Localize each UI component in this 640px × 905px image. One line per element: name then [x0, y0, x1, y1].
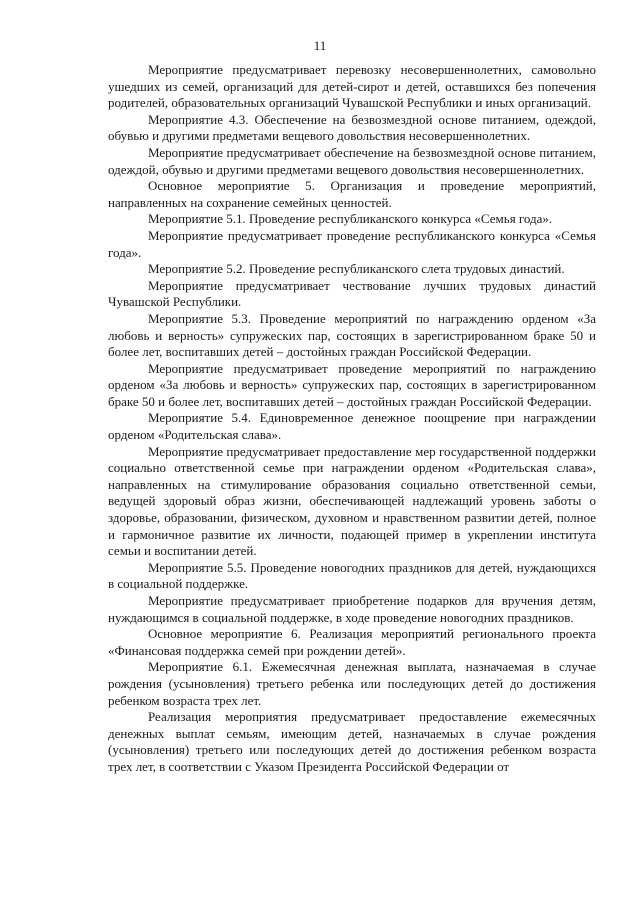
paragraph: Мероприятие 5.5. Проведение новогодних праздников для детей, нуждающихся в социальной поддержке. [108, 559, 596, 592]
paragraph: Мероприятие предусматривает обеспечение на безвозмездной основе питанием, одеждой, обувью и другими предметами вещевого довольствия несовершеннолетних. [108, 144, 596, 177]
paragraph: Мероприятие предусматривает предоставление мер государственной поддержки социально ответственной семье при награждении орденом «Родительская слава», направленных на стимулирование образования социально ответственной семьи, ведущей здоровый образ жизни, обеспечивающей надлежащий уровень заботы о здоровье, образовании, физическом, духовном и нравственном развитии детей, полное и гармоничное развитие их личности, подающей пример в укреплении института семьи и воспитании детей. [108, 443, 596, 559]
paragraph: Мероприятие предусматривает приобретение подарков для вручения детям, нуждающимся в социальной поддержке, в ходе проведение новогодних праздников. [108, 593, 596, 625]
page-number: 11 [313, 38, 327, 53]
paragraph: Мероприятие предусматривает перевозку несовершеннолетних, самовольно ушедших из семей, организаций для детей-сирот и детей, оставшихся без попечения родителей, образовательных организаций Чувашской Республики и иных организаций. [108, 62, 596, 111]
paragraph: Мероприятие 4.3. Обеспечение на безвозмездной основе питанием, одеждой, обувью и другими предметами вещевого довольствия несовершеннолетних. [108, 111, 596, 144]
paragraph: Мероприятие 5.2. Проведение республиканского слета трудовых династий. [148, 261, 565, 277]
paragraph: Мероприятие 5.1. Проведение республиканского конкурса «Семья года». [148, 211, 553, 227]
paragraph: Мероприятие 5.4. Единовременное денежное поощрение при награждении орденом «Родительская слава». [108, 410, 596, 443]
paragraph: Основное мероприятие 6. Реализация мероприятий регионального проекта «Финансовая поддержка семей при рождении детей». [108, 626, 596, 658]
document-body [108, 62, 596, 776]
paragraph: Мероприятие 5.3. Проведение мероприятий по награждению орденом «За любовь и верность» супружеских пар, состоящих в зарегистрированном браке 50 и более лет, воспитавших детей – достойных граждан Российской Федерации. [108, 310, 596, 360]
paragraph: Мероприятие предусматривает проведение республиканского конкурса «Семья года». [108, 227, 596, 260]
paragraph: Мероприятие 6.1. Ежемесячная денежная выплата, назначаемая в случае рождения (усыновления) третьего ребенка или последующих детей до достижения ребенком возраста трех лет. [108, 659, 596, 708]
paragraph: Основное мероприятие 5. Организация и проведение мероприятий, направленных на сохранение семейных ценностей. [108, 178, 596, 210]
paragraph: Мероприятие предусматривает проведение мероприятий по награждению орденом «За любовь и верность» супружеских пар, состоящих в зарегистрированном браке 50 и более лет, воспитавших детей – достойных граждан Российской Федерации. [108, 360, 596, 409]
paragraph: Мероприятие предусматривает чествование лучших трудовых династий Чувашской Республики. [108, 277, 596, 310]
paragraph: Реализация мероприятия предусматривает предоставление ежемесячных денежных выплат семьям, имеющим детей, назначаемых в случае рождения (усыновления) третьего или последующих детей до достижения ребенком возраста трех лет, в соответствии с Указом Президента Российской Федерации от [108, 709, 596, 774]
